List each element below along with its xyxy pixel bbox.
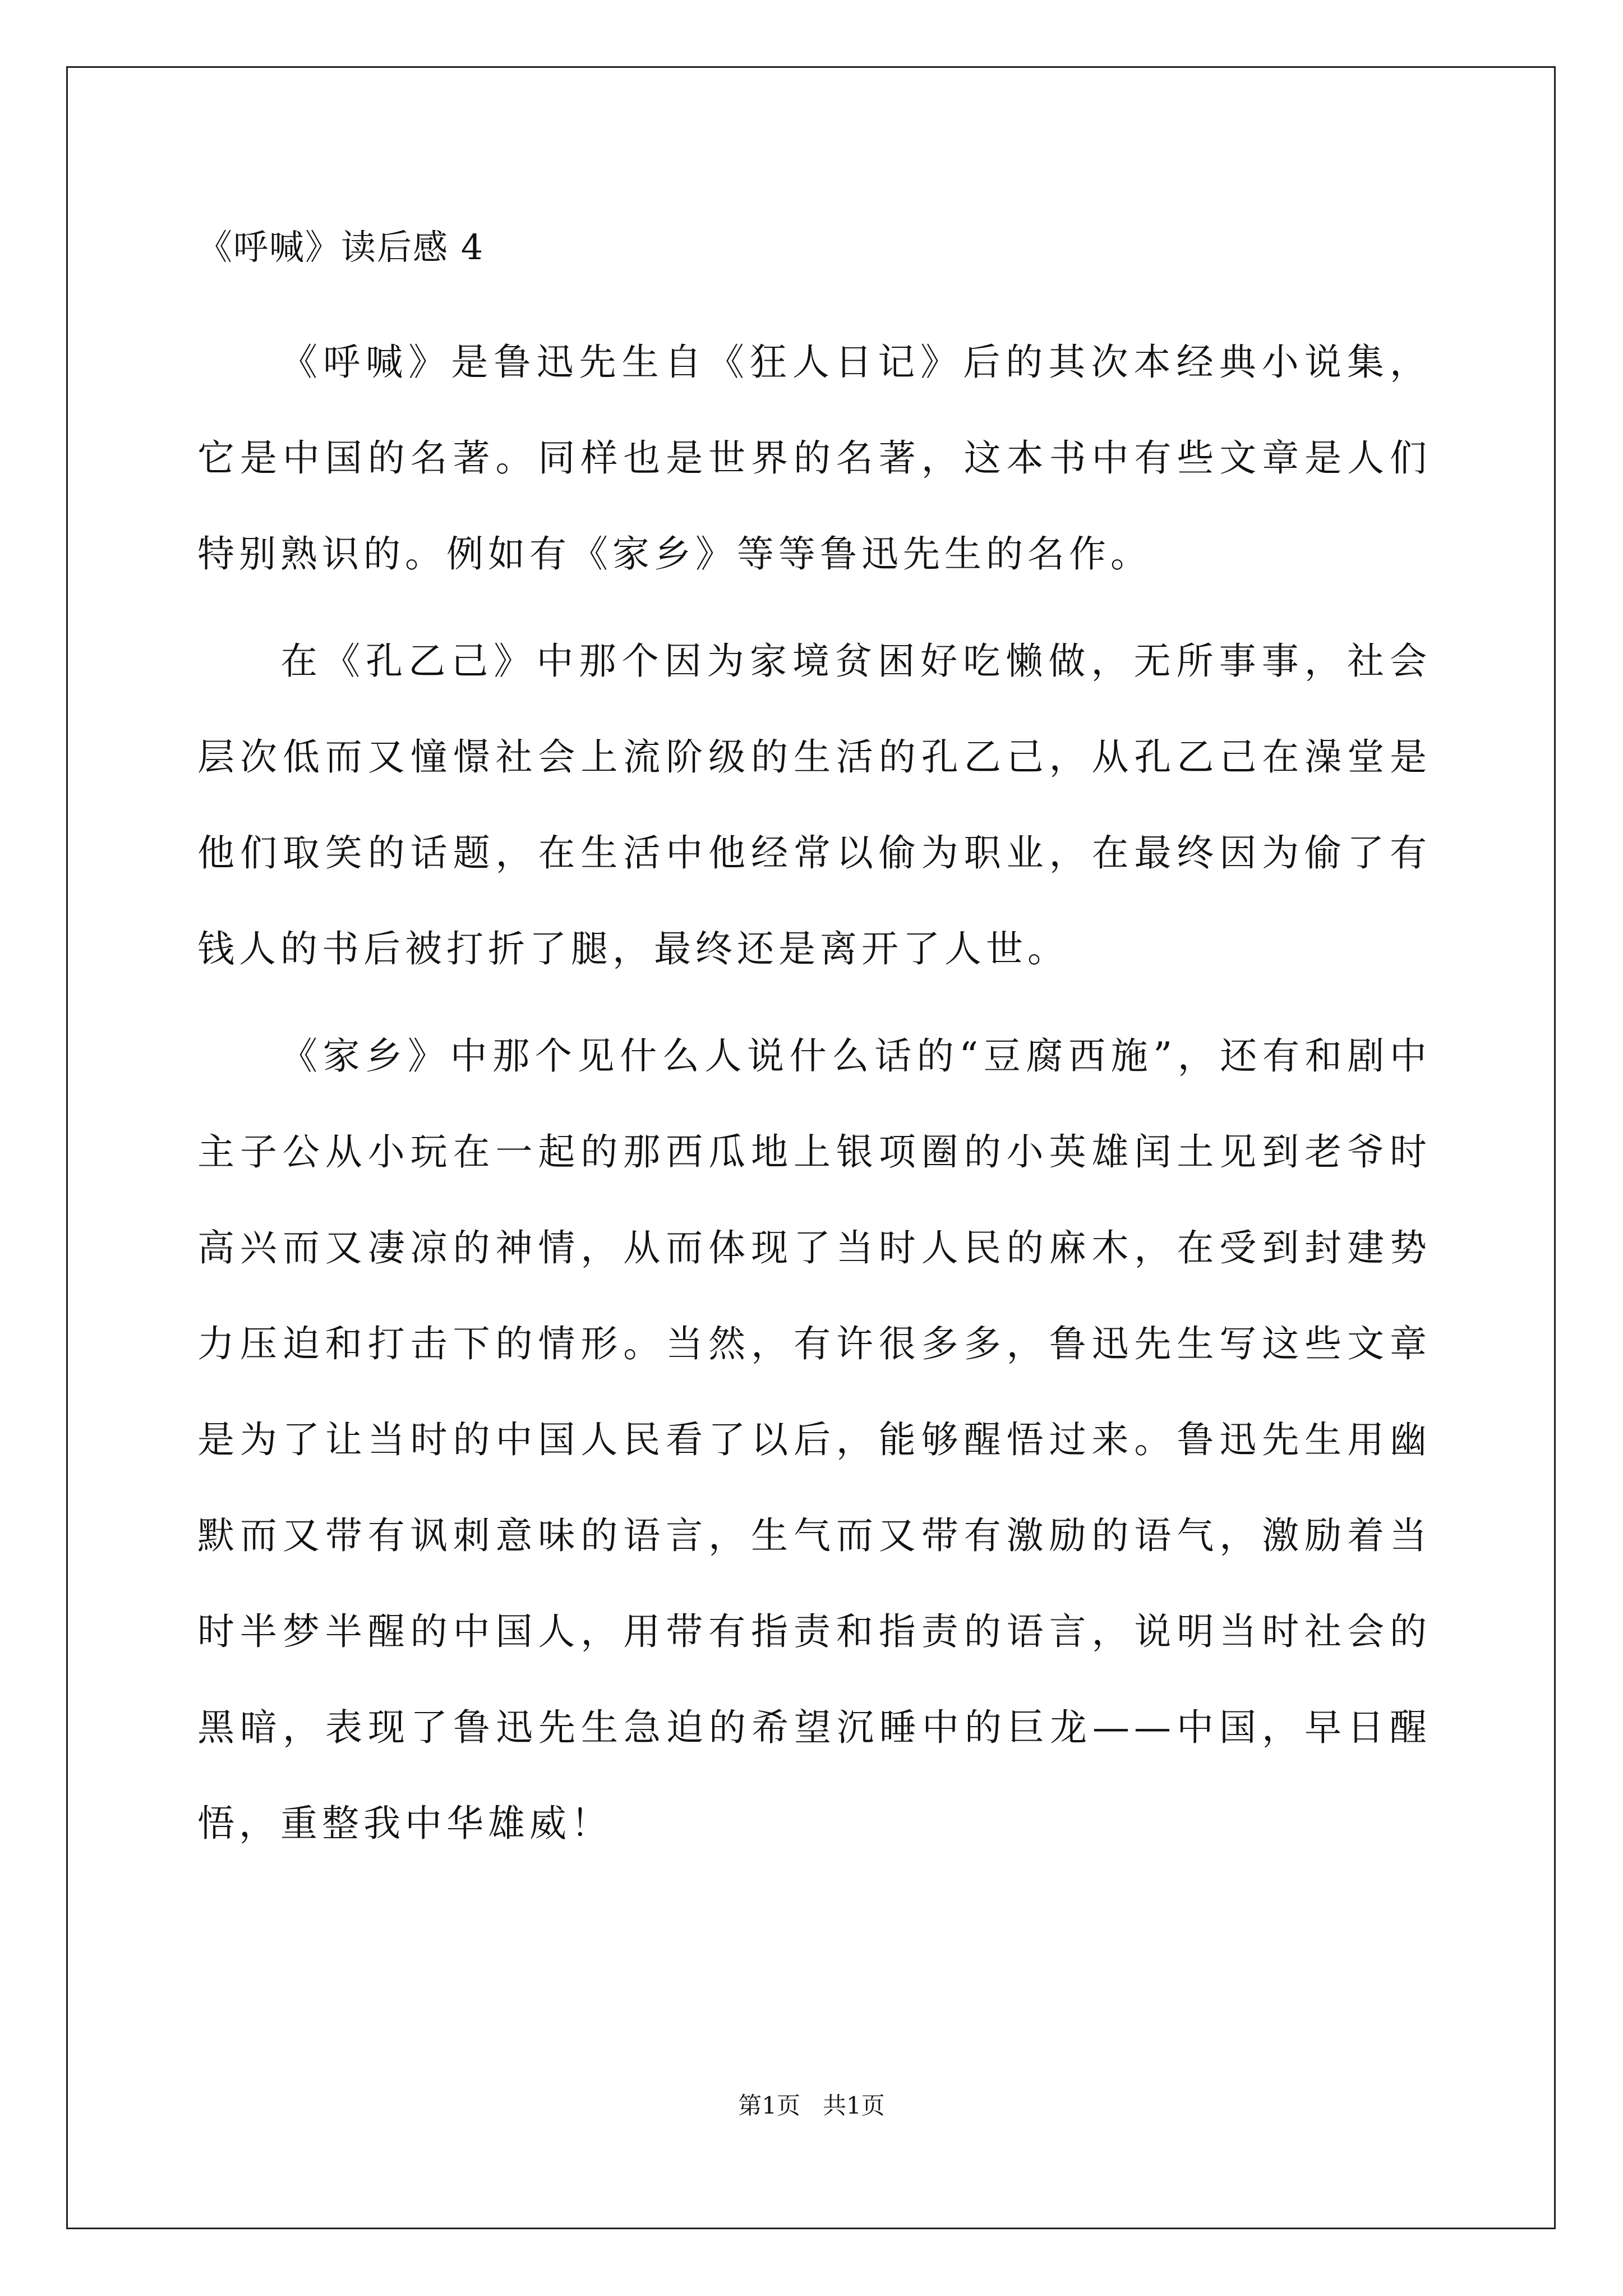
- document-title: 《呼喊》读后感 4: [197, 227, 485, 268]
- paragraph-2: 在《孔乙己》中那个因为家境贫困好吃懒做，无所事事，社会层次低而又憧憬社会上流阶级的生活的孔乙己，从孔乙己在澡堂是他们取笑的话题，在生活中他经常以偷为职业，在最终因为偷了有钱人的书后被打折了腿，最终还是离开了人世。: [197, 639, 1431, 970]
- paragraph-1: 《呼喊》是鲁迅先生自《狂人日记》后的其次本经典小说集，它是中国的名著。同样也是世界的名著，这本书中有些文章是人们特别熟识的。例如有《家乡》等等鲁迅先生的名作。: [197, 341, 1431, 576]
- page-number-footer: 第1页 共1页: [738, 2092, 885, 2119]
- document-body: [197, 314, 1431, 1883]
- paragraph-3: 《家乡》中那个见什么人说什么话的“豆腐西施”，还有和剧中主子公从小玩在一起的那西瓜地上银项圈的小英雄闰土见到老爷时高兴而又凄凉的神情，从而体现了当时人民的麻木，在受到封建势力压迫和打击下的情形。当然，有许很多多，鲁迅先生写这些文章是为了让当时的中国人民看了以后，能够醒悟过来。鲁迅先生用幽默而又带有讽刺意味的语言，生气而又带有激励的语气，激励着当时半梦半醒的中国人，用带有指责和指责的语言，说明当时社会的黑暗，表现了鲁迅先生急迫的希望沉睡中的巨龙——中国，早日醒悟，重整我中华雄威！: [197, 1034, 1431, 1845]
